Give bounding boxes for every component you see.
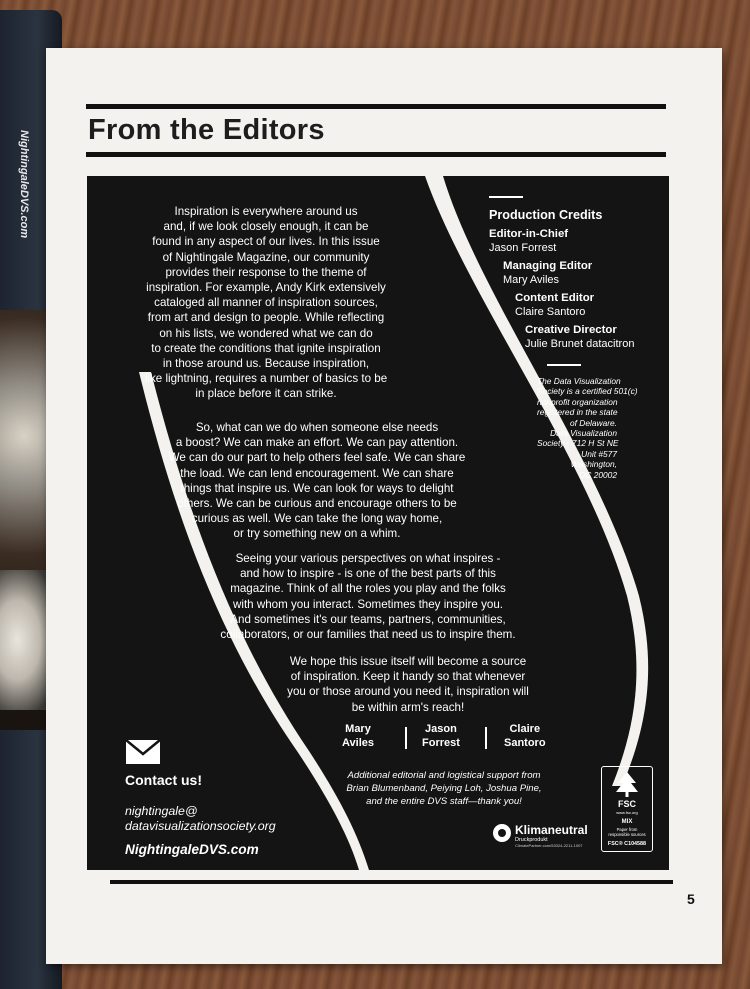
credit-name: Jason Forrest xyxy=(489,242,557,254)
klimaneutral-fine: ClimatePartner.com/53324-2211-1007 xyxy=(515,843,583,848)
letter-line: curious as well. We can take the long way home, xyxy=(191,512,443,526)
signature-last-name: Aviles xyxy=(342,736,375,749)
credit-name: Mary Aviles xyxy=(503,274,560,286)
organization-note xyxy=(537,364,669,480)
fsc-mix: MIX xyxy=(621,819,633,825)
top-rule xyxy=(86,104,666,109)
credit-role: Creative Director xyxy=(525,324,617,336)
letter-line: We hope this issue itself will become a source xyxy=(289,655,527,668)
letter-line: inspiration. For example, Andy Kirk extensively xyxy=(146,281,386,295)
credit-role: Content Editor xyxy=(515,292,595,304)
credit-role: Managing Editor xyxy=(503,260,593,272)
contact-website-link[interactable]: NightingaleDVS.com xyxy=(125,842,259,857)
signature-jason-forrest xyxy=(422,723,460,750)
letter-line: Inspiration is everywhere around us xyxy=(174,205,358,218)
letter-line: a boost? We can make an effort. We can pay attention. xyxy=(175,436,459,450)
signature-mary-aviles xyxy=(342,723,374,750)
note-line: Washington, xyxy=(570,459,617,470)
fsc-brand: FSC xyxy=(618,799,636,809)
letter-paragraph-4 xyxy=(273,654,543,715)
letter-line: in those around us. Because inspiration, xyxy=(162,357,370,371)
signature-first-name: Jason xyxy=(425,723,457,735)
letter-line: magazine. Think of all the roles you play and the folks xyxy=(230,582,506,596)
letter-line: and how to inspire - is one of the best parts of this xyxy=(240,567,496,581)
page-title: From the Editors xyxy=(88,114,325,146)
support-line: Brian Blumenband, Peiying Loh, Joshua Pine, xyxy=(346,783,542,795)
signature-last-name: Forrest xyxy=(422,736,460,749)
support-line: Additional editorial and logistical support from xyxy=(347,770,541,781)
fsc-site: www.fsc.org xyxy=(616,810,638,815)
contact-email[interactable] xyxy=(125,804,276,834)
signature-divider xyxy=(485,727,487,749)
note-line: Society is a certified 501(c) xyxy=(537,386,638,397)
note-dash xyxy=(547,364,581,366)
credit-name: Claire Santoro xyxy=(515,306,586,318)
signature-first-name: Claire xyxy=(509,723,541,735)
fsc-tree-icon xyxy=(602,769,652,799)
letter-line: others. We can be curious and encourage others to be xyxy=(177,497,457,511)
credit-entry xyxy=(489,324,664,351)
title-underline-rule xyxy=(86,152,666,157)
credit-entry xyxy=(489,260,664,287)
credit-name: Julie Brunet datacitron xyxy=(525,338,635,350)
letter-paragraph-1 xyxy=(137,204,395,402)
letter-paragraph-3 xyxy=(213,551,523,642)
letter-line: things that inspire us. We can look for ways to delight xyxy=(180,481,454,495)
letter-line: And sometimes it's our teams, partners, communities, xyxy=(230,612,506,626)
klimaneutral-sub: Druckprodukt xyxy=(515,837,548,843)
letter-line: So, what can we do when someone else needs xyxy=(195,421,439,434)
letter-line: of inspiration. Keep it handy so that whenever xyxy=(290,670,526,684)
signature-first-name: Mary xyxy=(345,723,371,735)
spine-website-text: NightingaleDVS.com xyxy=(18,130,30,239)
note-line: The Data Visualization xyxy=(537,376,621,386)
contact-email-line: datavisualizationsociety.org xyxy=(125,819,276,833)
note-line: of Delaware. xyxy=(569,417,617,428)
note-line: Data Visualization xyxy=(550,428,617,439)
letter-line: in place before it can strike. xyxy=(195,387,337,401)
note-line: registered in the state xyxy=(537,407,618,418)
letter-paragraph-2 xyxy=(167,420,467,542)
contact-email-line: nightingale@ xyxy=(125,804,198,818)
credit-entry xyxy=(489,292,664,319)
letter-line: and, if we look closely enough, it can be xyxy=(163,220,369,234)
fsc-paper-line: responsible sources xyxy=(608,832,646,837)
credits-dash xyxy=(489,196,523,198)
letter-line: to create the conditions that ignite inspiration xyxy=(151,341,381,355)
fsc-paper-text xyxy=(602,827,652,837)
letter-line: from art and design to people. While reflecting xyxy=(147,311,385,325)
letter-line: provides their response to the theme of xyxy=(165,265,367,279)
magazine-page xyxy=(46,48,722,964)
note-text xyxy=(537,376,638,480)
editor-signatures xyxy=(342,723,572,757)
fsc-code: FSC® C104588 xyxy=(607,841,647,847)
klimaneutral-badge xyxy=(493,824,603,852)
credits-heading: Production Credits xyxy=(489,208,603,222)
contact-heading: Contact us! xyxy=(125,772,202,788)
letter-line: Seeing your various perspectives on what inspires - xyxy=(235,552,501,565)
envelope-icon xyxy=(125,738,161,766)
klimaneutral-name: Klimaneutral xyxy=(515,823,588,837)
support-line: and the entire DVS staff—thank you! xyxy=(366,796,522,808)
credit-entry xyxy=(489,228,664,255)
letter-line: you or those around you need it, inspiration will xyxy=(287,685,529,699)
note-line: DC 20002 xyxy=(579,469,617,480)
letter-line: of Nightingale Magazine, our community xyxy=(162,250,370,264)
note-line: Unit #577 xyxy=(581,448,617,459)
letter-line: or try something new on a whim. xyxy=(233,527,401,541)
production-credits xyxy=(489,196,664,356)
signature-divider xyxy=(405,727,407,749)
bottom-rule xyxy=(110,880,673,884)
letter-line: collaborators, or our families that need us to inspire them. xyxy=(220,628,516,642)
credit-role: Editor-in-Chief xyxy=(489,228,569,240)
letter-line: the load. We can lend encouragement. We can share xyxy=(180,466,454,480)
letter-line: found in any aspect of our lives. In this issue xyxy=(152,235,380,249)
letter-line: cataloged all manner of inspiration sources, xyxy=(154,296,378,310)
letter-line: We can do our part to help others feel safe. We can share xyxy=(168,451,466,465)
editors-letter-panel xyxy=(87,176,669,870)
support-acknowledgement xyxy=(329,769,559,809)
note-line: nonprofit organization xyxy=(537,396,618,407)
letter-line: on his lists, we wondered what we can do xyxy=(159,326,373,340)
letter-line: like lightning, requires a number of basics to be xyxy=(144,372,388,386)
page-number: 5 xyxy=(687,891,695,907)
fsc-paper-line: Paper from xyxy=(616,827,638,832)
note-line: Society - 712 H St NE xyxy=(537,438,619,449)
fsc-certification-badge xyxy=(601,766,653,852)
signature-last-name: Santoro xyxy=(504,736,546,749)
letter-line: with whom you interact. Sometimes they inspire you. xyxy=(233,597,503,611)
letter-line: be within arm's reach! xyxy=(351,700,465,714)
klimaneutral-logo-icon xyxy=(493,824,511,842)
signature-claire-santoro xyxy=(504,723,546,750)
